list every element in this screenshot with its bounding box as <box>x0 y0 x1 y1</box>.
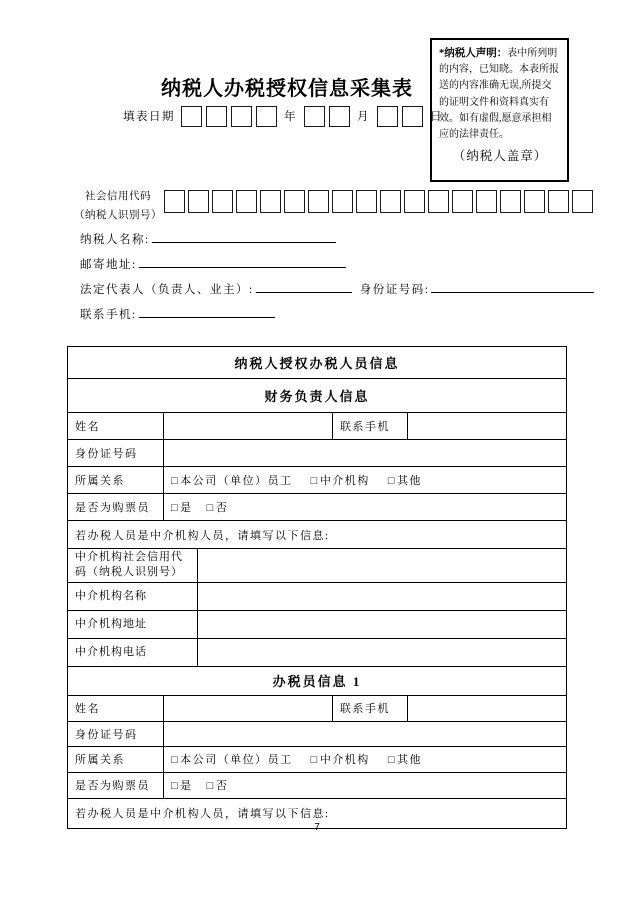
checkbox-icon: □ <box>171 475 180 487</box>
option-label: 其他 <box>396 475 422 487</box>
finance-relation-options <box>164 467 566 493</box>
fill-box <box>260 190 281 213</box>
taxpayer-declaration-box <box>430 38 569 182</box>
officer1-id-value-cell <box>164 722 566 746</box>
field-mailing-address <box>80 256 346 272</box>
option-label: 否 <box>215 502 229 514</box>
finance-section-title-row: 财务负责人信息 <box>68 378 566 412</box>
relation-option-company <box>171 751 293 767</box>
mailing-address-underline <box>139 256 346 268</box>
fill-box <box>452 190 473 213</box>
fill-box <box>308 190 329 213</box>
id-number-label: 身份证号码: <box>359 284 430 296</box>
fill-date-year-boxes <box>181 106 277 127</box>
taxpayer-stamp-label: （纳税人盖章） <box>452 149 548 164</box>
officer1-id-label: 身份证号码 <box>68 722 164 746</box>
checkbox-icon: □ <box>310 475 319 487</box>
agency-note: 若办税人员是中介机构人员，请填写以下信息: <box>75 808 330 821</box>
fill-box <box>304 106 325 127</box>
page-number: 7 <box>314 822 320 833</box>
finance-agency-note-row <box>68 520 566 548</box>
finance-name-row <box>68 412 566 439</box>
taxpayer-name-label: 纳税人名称: <box>80 234 150 246</box>
legal-representative-label: 法定代表人（负责人、业主）: <box>80 284 254 296</box>
fill-box <box>332 190 353 213</box>
table-title-row: 纳税人授权办税人员信息 <box>234 356 400 371</box>
mailing-address-label: 邮寄地址: <box>80 259 137 271</box>
taxpayer-name-underline <box>152 231 336 243</box>
checkbox-icon: □ <box>171 754 180 767</box>
month-suffix-label: 月 <box>357 111 370 123</box>
agency-phone-label: 中介机构电话 <box>68 639 198 666</box>
fill-box <box>572 190 593 213</box>
credit-code-label-line1: 社会信用代码 <box>85 191 151 202</box>
agency-name-value-cell <box>198 583 566 610</box>
relation-option-agency <box>311 751 370 767</box>
relation-option-other <box>388 472 422 488</box>
officer1-ticket-label: 是否为购票员 <box>68 773 164 798</box>
agency-code-value-cell <box>198 549 566 582</box>
checkbox-icon: □ <box>387 754 396 767</box>
finance-relation-row <box>68 466 566 493</box>
agency-name-label: 中介机构名称 <box>68 583 198 610</box>
fill-date-month-boxes <box>304 106 350 127</box>
authorization-table <box>67 346 567 829</box>
agency-address-value-cell <box>198 611 566 638</box>
officer1-phone-label: 联系手机 <box>333 696 408 721</box>
option-label: 是 <box>180 502 193 514</box>
option-label: 中介机构 <box>319 475 370 487</box>
option-label: 否 <box>215 780 229 793</box>
relation-option-other <box>388 751 422 767</box>
option-label: 中介机构 <box>319 754 370 767</box>
form-title: 纳税人办税授权信息采集表 <box>161 78 413 100</box>
officer1-relation-options <box>164 747 566 772</box>
ticket-option-no <box>207 499 229 515</box>
agency-phone-value-cell <box>198 639 566 666</box>
option-label: 本公司（单位）员工 <box>180 475 293 487</box>
fill-box <box>181 106 202 127</box>
agency-address-row <box>68 610 566 638</box>
fill-box <box>356 190 377 213</box>
finance-name-label: 姓名 <box>68 413 164 439</box>
checkbox-icon: □ <box>310 754 319 767</box>
officer1-ticket-options <box>164 773 566 798</box>
officer1-relation-row <box>68 746 566 772</box>
agency-name-row <box>68 582 566 610</box>
officer1-section-title-row: 办税员信息 1 <box>68 666 566 695</box>
fill-box <box>476 190 497 213</box>
ticket-option-yes <box>171 777 193 793</box>
credit-code-boxes <box>164 190 593 213</box>
officer1-name-label: 姓名 <box>68 696 164 721</box>
officer1-relation-label: 所属关系 <box>68 747 164 772</box>
fill-box <box>188 190 209 213</box>
finance-relation-label: 所属关系 <box>68 467 164 493</box>
option-label: 其他 <box>396 754 422 767</box>
relation-option-agency <box>311 472 370 488</box>
agency-code-label: 中介机构社会信用代码（纳税人识别号） <box>68 549 198 582</box>
fill-box <box>329 106 350 127</box>
field-legal-representative <box>80 281 594 297</box>
finance-ticket-row <box>68 493 566 520</box>
fill-date-row <box>123 103 444 129</box>
option-label: 本公司（单位）员工 <box>180 754 293 767</box>
year-suffix-label: 年 <box>284 111 297 123</box>
id-number-underline <box>431 281 594 293</box>
checkbox-icon: □ <box>206 502 215 514</box>
finance-id-value-cell <box>164 440 566 466</box>
fill-box <box>500 190 521 213</box>
contact-phone-underline <box>139 306 275 318</box>
option-label: 是 <box>180 780 193 793</box>
fill-box <box>377 106 398 127</box>
declaration-lead: *纳税人声明： <box>439 48 508 59</box>
fill-box <box>548 190 569 213</box>
officer1-id-row <box>68 721 566 746</box>
fill-box <box>380 190 401 213</box>
relation-option-company <box>171 472 293 488</box>
finance-phone-value-cell <box>408 413 566 439</box>
checkbox-icon: □ <box>387 475 396 487</box>
ticket-option-no <box>207 777 229 793</box>
checkbox-icon: □ <box>206 780 215 793</box>
fill-box <box>164 190 185 213</box>
checkbox-icon: □ <box>171 780 180 793</box>
fill-date-label: 填表日期 <box>123 111 175 123</box>
officer1-phone-value-cell <box>408 696 566 721</box>
credit-code-label <box>68 187 168 226</box>
ticket-option-yes <box>171 499 193 515</box>
agency-address-label: 中介机构地址 <box>68 611 198 638</box>
checkbox-icon: □ <box>171 502 180 514</box>
fill-box <box>256 106 277 127</box>
finance-phone-label: 联系手机 <box>333 413 408 439</box>
contact-phone-label: 联系手机: <box>80 309 137 321</box>
fill-box <box>404 190 425 213</box>
officer1-ticket-row <box>68 772 566 798</box>
credit-code-label-line2: （纳税人识别号） <box>74 210 162 222</box>
fill-box <box>236 190 257 213</box>
fill-box <box>524 190 545 213</box>
fill-box <box>428 190 449 213</box>
field-taxpayer-name <box>80 231 336 247</box>
finance-ticket-label: 是否为购票员 <box>68 494 164 520</box>
agency-phone-row <box>68 638 566 666</box>
field-contact-phone <box>80 306 275 322</box>
declaration-body: 表中所列明的内容，已知晓。本表所报送的内容准确无误,所提交的证明文件和资料真实有效。如有虚假,愿意承担相应的法律责任。 <box>439 48 559 140</box>
finance-name-value-cell <box>164 413 333 439</box>
fill-box <box>206 106 227 127</box>
fill-box <box>231 106 252 127</box>
finance-id-row <box>68 439 566 466</box>
officer1-name-row <box>68 695 566 721</box>
finance-id-label: 身份证号码 <box>68 440 164 466</box>
day-suffix-label: 日 <box>430 111 443 123</box>
fill-box <box>212 190 233 213</box>
fill-box <box>402 106 423 127</box>
fill-box <box>284 190 305 213</box>
officer1-name-value-cell <box>164 696 333 721</box>
fill-date-day-boxes <box>377 106 423 127</box>
agency-code-row <box>68 548 566 582</box>
legal-representative-underline <box>256 281 352 293</box>
finance-ticket-options <box>164 494 566 520</box>
agency-note: 若办税人员是中介机构人员，请填写以下信息: <box>75 529 330 542</box>
